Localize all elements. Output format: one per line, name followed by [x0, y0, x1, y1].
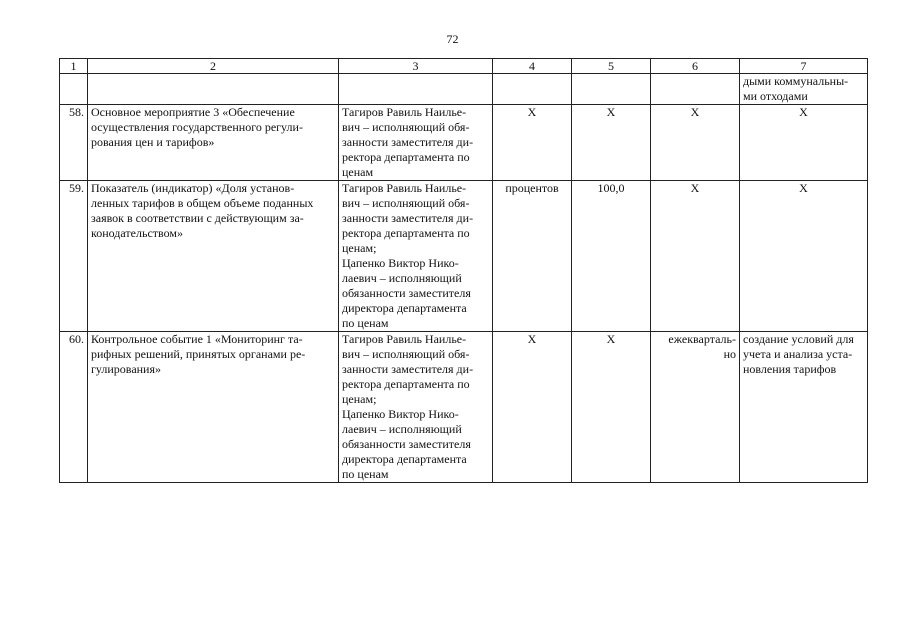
- row-col6: X: [651, 181, 740, 332]
- header-cell-1: 1: [60, 59, 88, 74]
- page-number: 72: [446, 32, 459, 46]
- header-cell-7: 7: [740, 59, 868, 74]
- continuation-text: дыми коммунальны- ми отходами: [743, 74, 849, 103]
- row-description: Контрольное событие 1 «Мониторинг та- рифных решений, принятых органами ре- гулирования»: [88, 332, 339, 483]
- row-number: 60.: [60, 332, 88, 483]
- header-cell-2: 2: [88, 59, 339, 74]
- table-row-58: [60, 105, 868, 181]
- row-col5: X: [572, 105, 651, 181]
- row-col5: 100,0: [572, 181, 651, 332]
- continuation-cell-4: [493, 74, 572, 105]
- row-col7: X: [740, 105, 868, 181]
- plan-table: [59, 58, 868, 483]
- continuation-cell-2: [88, 74, 339, 105]
- row-col4: процентов: [493, 181, 572, 332]
- row-col7: X: [740, 181, 868, 332]
- row-col7: создание условий для учета и анализа уста- новления тарифов: [740, 332, 868, 483]
- row-responsible: Тагиров Равиль Наилье- вич – исполняющий обя- занности заместителя ди- ректора департамента по ценам; Цапенко Виктор Нико- лаевич – исполняющий обязанности заместителя директора департамента по ценам: [339, 332, 493, 483]
- header-cell-5: 5: [572, 59, 651, 74]
- row-col5: X: [572, 332, 651, 483]
- continuation-cell-5: [572, 74, 651, 105]
- continuation-row: [60, 74, 868, 105]
- header-cell-4: 4: [493, 59, 572, 74]
- row-description: Показатель (индикатор) «Доля установ- ленных тарифов в общем объеме поданных заявок в соответствии с действующим за- конодательством»: [88, 181, 339, 332]
- header-cell-6: 6: [651, 59, 740, 74]
- row-col6: X: [651, 105, 740, 181]
- row-col4: X: [493, 105, 572, 181]
- table-header-row: [60, 59, 868, 74]
- row-responsible: Тагиров Равиль Наилье- вич – исполняющий обя- занности заместителя ди- ректора департамента по ценам; Цапенко Виктор Нико- лаевич – исполняющий обязанности заместителя директора департамента по ценам: [339, 181, 493, 332]
- row-description: Основное мероприятие 3 «Обеспечение осуществления государственного регули- рования цен и тарифов»: [88, 105, 339, 181]
- header-cell-3: 3: [339, 59, 493, 74]
- row-number: 58.: [60, 105, 88, 181]
- continuation-cell-6: [651, 74, 740, 105]
- row-col4: X: [493, 332, 572, 483]
- table-row-60: [60, 332, 868, 483]
- continuation-cell-1: [60, 74, 88, 105]
- table-row-59: [60, 181, 868, 332]
- row-number: 59.: [60, 181, 88, 332]
- row-responsible: Тагиров Равиль Наилье- вич – исполняющий обя- занности заместителя ди- ректора департамента по ценам: [339, 105, 493, 181]
- continuation-cell-7: [740, 74, 868, 105]
- continuation-cell-3: [339, 74, 493, 105]
- row-col6: ежекварталь- но: [651, 332, 740, 483]
